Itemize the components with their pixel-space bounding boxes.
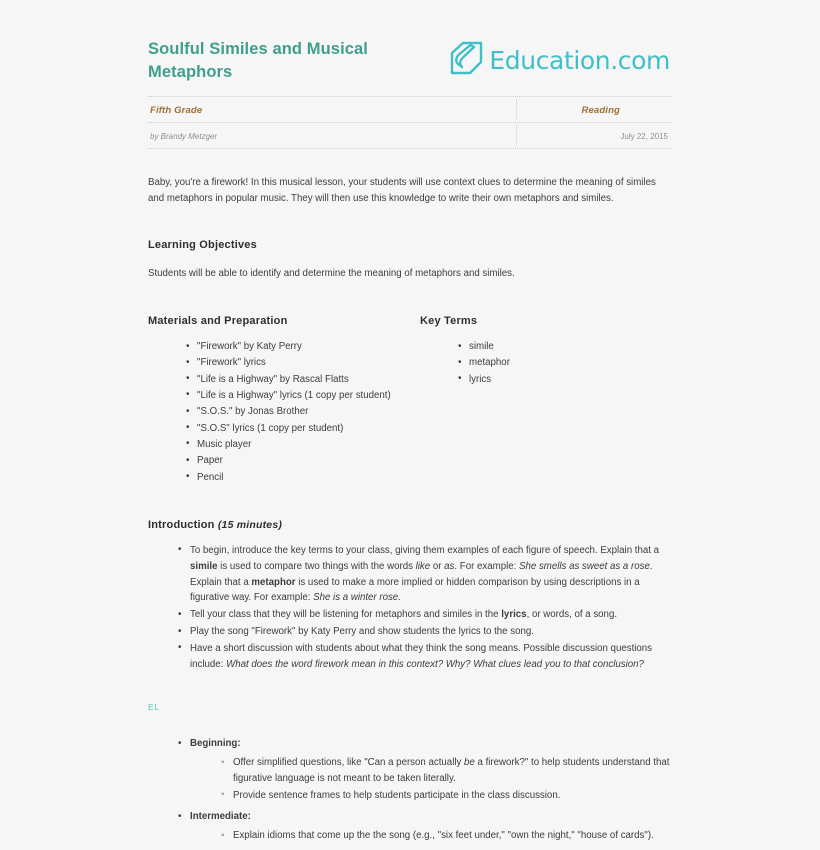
materials-heading: Materials and Preparation	[148, 315, 288, 327]
introduction-heading-text: Introduction	[148, 518, 215, 531]
lesson-summary: Baby, you're a firework! In this musical lesson, your students will use context clues to determine the meaning of similes and metaphors in popular music. They will then use this knowledge to write their own metaphors and similes.	[148, 176, 656, 204]
grade-cell	[148, 100, 516, 118]
el-sub-list	[190, 828, 672, 844]
grade-subject-row	[148, 97, 672, 122]
list-item	[178, 641, 672, 673]
el-level-item	[178, 809, 672, 844]
emphasis-italic: What does the word firework mean in this context? Why? What clues lead you to that conclusion?	[226, 658, 644, 670]
list-item	[221, 755, 672, 786]
author-date-row	[148, 123, 672, 148]
emphasis-italic: She is a winter rose.	[313, 592, 401, 604]
list-item: • simile	[458, 339, 672, 354]
list-item: • "Life is a Highway" lyrics (1 copy per student)	[186, 388, 420, 403]
introduction-steps-list	[148, 543, 672, 673]
text-run: . For example:	[454, 560, 520, 572]
list-item: • "Life is a Highway" by Rascal Flatts	[186, 372, 420, 387]
grade-level: Fifth Grade	[150, 105, 203, 117]
list-item: • "S.O.S." by Jonas Brother	[186, 404, 420, 419]
list-item: • "S.O.S" lyrics (1 copy per student)	[186, 421, 420, 436]
text-run: , or words, of a song.	[526, 609, 618, 621]
el-levels-list	[148, 736, 672, 844]
logo-wordmark: Education.com	[489, 45, 670, 75]
text-run: Tell your class that they will be listening for metaphors and similes in the	[190, 609, 502, 621]
list-item: • metaphor	[458, 355, 672, 370]
education-com-logo[interactable]	[446, 40, 670, 80]
emphasis-italic: She smells as sweet as a rose	[519, 560, 650, 572]
list-item	[178, 543, 672, 606]
text-run: or	[430, 560, 445, 572]
learning-objectives-text: Students will be able to identify and determine the meaning of metaphors and similes.	[148, 268, 515, 280]
list-item: • Paper	[186, 453, 420, 468]
document-content	[148, 0, 672, 850]
list-item: • "Firework" by Katy Perry	[186, 339, 420, 354]
key-terms-column	[420, 315, 672, 486]
materials-column	[148, 315, 420, 486]
materials-list	[148, 339, 420, 485]
text-run: To begin, introduce the key terms to your class, giving them examples of each figure of speech. Explain that a	[190, 544, 660, 556]
meta-vertical-separator	[516, 99, 517, 120]
el-level-name: Beginning:	[190, 738, 241, 750]
emphasis-bold: lyrics	[501, 609, 527, 621]
el-support-label: EL	[148, 702, 160, 713]
author-byline: by Brandy Metzger	[150, 132, 218, 142]
learning-objectives-heading: Learning Objectives	[148, 239, 257, 252]
text-run: is used to compare two things with the words	[217, 560, 416, 572]
introduction-heading	[148, 519, 672, 531]
list-item	[178, 624, 672, 640]
list-item	[221, 788, 672, 804]
text-run: Provide sentence frames to help students participate in the class discussion.	[233, 789, 561, 801]
introduction-duration: (15 minutes)	[217, 518, 283, 531]
materials-keyterms-columns	[148, 315, 672, 486]
text-run: Explain idioms that come up the the song (e.g., "six feet under," "own the night," "house of cards").	[233, 830, 654, 842]
emphasis-italic: as	[444, 560, 455, 572]
text-run: a firework?" to help students understand that figurative language is not meant to be taken literally.	[233, 757, 670, 784]
key-terms-heading: Key Terms	[420, 315, 478, 327]
text-run: is used to make a more implied or hidden comparison by using descriptions in a figurative way. For example:	[190, 576, 640, 604]
list-item	[221, 828, 672, 844]
list-item	[178, 607, 672, 623]
el-sub-list	[190, 755, 672, 803]
date-cell	[516, 126, 672, 144]
el-level-item	[178, 736, 672, 803]
subject-cell	[516, 100, 672, 118]
list-item: • Music player	[186, 437, 420, 452]
subject-label: Reading	[581, 105, 620, 117]
list-item: • lyrics	[458, 372, 672, 387]
emphasis-italic: like	[415, 560, 431, 572]
text-run: . Explain that a	[190, 560, 653, 588]
text-run: Offer simplified questions, like "Can a person actually	[233, 757, 465, 769]
publish-date: July 22, 2015	[620, 132, 668, 142]
list-item: • Pencil	[186, 470, 420, 485]
notebook-spiral-icon	[446, 40, 486, 80]
list-item: • "Firework" lyrics	[186, 355, 420, 370]
key-terms-list	[420, 339, 672, 387]
text-run: Play the song "Firework" by Katy Perry and show students the lyrics to the song.	[190, 626, 534, 638]
emphasis-bold: metaphor	[251, 576, 296, 588]
author-cell	[148, 126, 516, 144]
emphasis-italic: be	[464, 757, 475, 769]
byline-vertical-separator	[516, 125, 517, 146]
text-run: Have a short discussion with students about what they think the song means. Possible discussion questions include:	[190, 642, 653, 670]
el-level-name: Intermediate:	[190, 811, 251, 823]
document-header	[148, 0, 672, 85]
page-title: Soulful Similes and Musical Metaphors	[148, 40, 368, 82]
byline-divider	[148, 148, 672, 149]
emphasis-bold: simile	[190, 560, 218, 572]
